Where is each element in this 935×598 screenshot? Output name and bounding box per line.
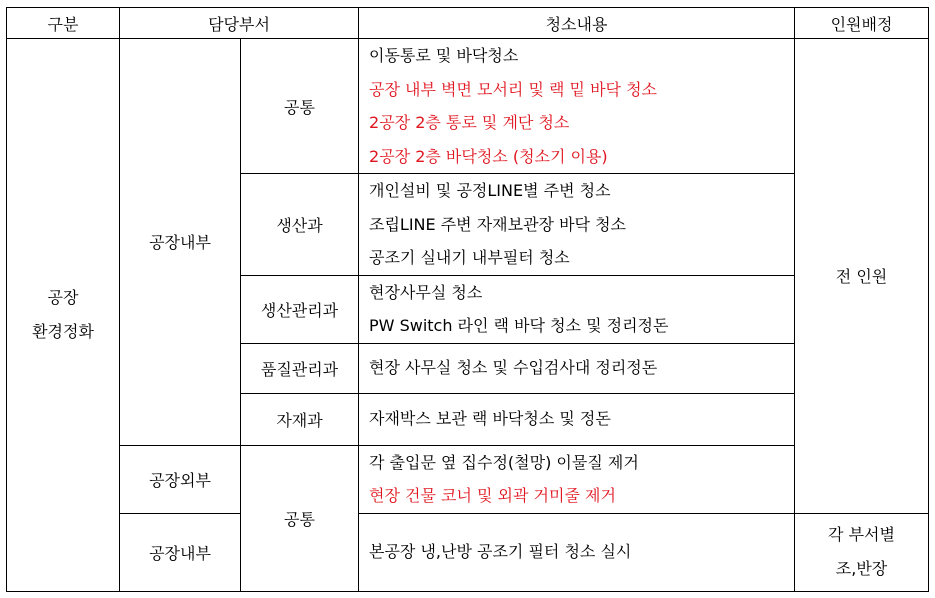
dept-common-2: 공통: [241, 445, 359, 591]
task-line: 개인설비 및 공정LINE별 주변 청소: [369, 181, 611, 200]
dept-materials: 자재과: [241, 393, 359, 445]
dept-quality: 품질관리과: [241, 343, 359, 393]
task-line: 2공장 2층 통로 및 계단 청소: [369, 113, 570, 132]
task-line: 자재박스 보관 랙 바닥청소 및 정돈: [369, 409, 611, 429]
row-common: [7, 39, 929, 174]
header-content: 청소내용: [359, 8, 795, 39]
task-line: 2공장 2층 바닥청소 (청소기 이용): [369, 146, 608, 166]
category-line-1: 공장: [47, 287, 79, 307]
task-line: 공장 내부 벽면 모서리 및 랙 밑 바닥 청소: [369, 79, 657, 99]
task-line: 이동통로 및 바닥청소: [369, 46, 519, 65]
staffing-line-1: 각 부서별: [828, 525, 895, 544]
task-line: 본공장 냉,난방 공조기 필터 청소 실시: [369, 542, 632, 562]
task-line: 각 출입문 옆 집수정(철망) 이물질 제거: [369, 452, 639, 472]
header-row: [7, 8, 929, 39]
row-internal-2: [7, 513, 929, 591]
task-line: 현장 사무실 청소 및 수입검사대 정리정돈: [369, 358, 658, 378]
staffing-all: 전 인원: [795, 39, 929, 514]
task-line: 현장 건물 코너 및 외곽 거미줄 제거: [369, 486, 616, 505]
group-external: 공장외부: [120, 445, 241, 513]
header-category: 구분: [7, 8, 120, 39]
dept-common: 공통: [241, 39, 359, 174]
staffing-line-2: 조,반장: [835, 559, 888, 578]
task-line: 공조기 실내기 내부필터 청소: [369, 248, 570, 267]
cleaning-table: [6, 7, 929, 592]
task-line: 조립LINE 주변 자재보관장 바닥 청소: [369, 214, 626, 234]
category-cell: [7, 39, 120, 592]
tasks-materials: [359, 393, 795, 445]
task-line: 현장사무실 청소: [369, 282, 483, 302]
row-external: [7, 445, 929, 513]
tasks-production-mgmt: [359, 275, 795, 343]
tasks-internal-2: [359, 513, 795, 591]
staffing-per-dept: [795, 513, 929, 591]
tasks-external: [359, 445, 795, 513]
task-line: PW Switch 라인 랙 바닥 청소 및 정리정돈: [369, 316, 669, 335]
header-staffing: 인원배정: [795, 8, 929, 39]
tasks-production: [359, 174, 795, 276]
group-internal-2: 공장내부: [120, 513, 241, 591]
tasks-common: [359, 39, 795, 174]
group-internal: 공장내부: [120, 39, 241, 446]
tasks-quality: [359, 343, 795, 393]
dept-production-mgmt: 생산관리과: [241, 275, 359, 343]
header-department: 담당부서: [120, 8, 359, 39]
dept-production: 생산과: [241, 174, 359, 276]
category-line-2: 환경정화: [32, 321, 94, 341]
